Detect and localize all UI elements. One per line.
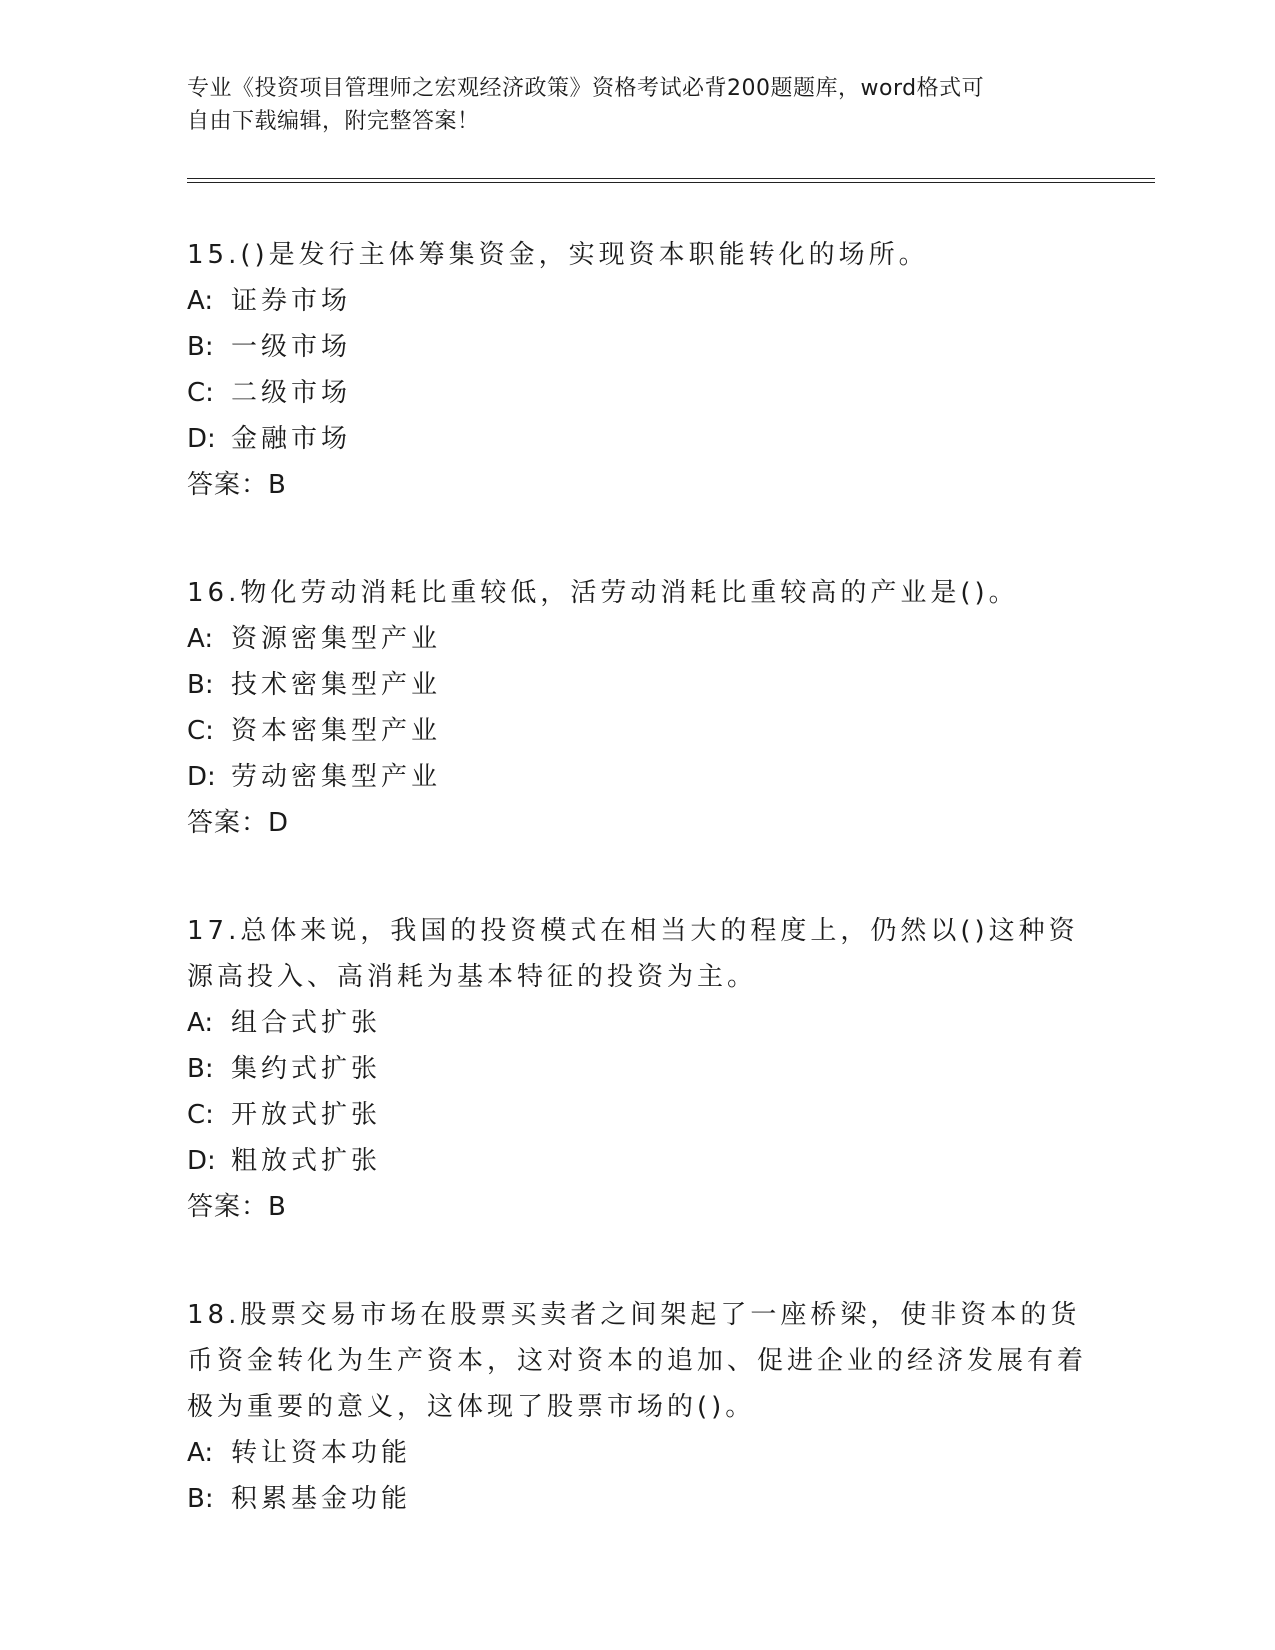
option-c xyxy=(187,370,1087,416)
option-a xyxy=(187,1430,1087,1476)
option-text: 开放式扩张 xyxy=(231,1100,382,1130)
option-letter: A: xyxy=(187,1008,214,1038)
option-letter: C: xyxy=(187,1100,214,1130)
option-a xyxy=(187,616,1087,662)
option-letter: B: xyxy=(187,332,214,362)
header-line-2: 自由下载编辑，附完整答案！ xyxy=(187,109,480,134)
option-text: 转让资本功能 xyxy=(231,1438,412,1468)
question-16 xyxy=(187,570,1087,846)
option-text: 资源密集型产业 xyxy=(231,624,442,654)
header-line-1: 专业《投资项目管理师之宏观经济政策》资格考试必背200题题库，word格式可 xyxy=(187,76,985,101)
question-list xyxy=(187,232,1087,1584)
option-b xyxy=(187,1046,1087,1092)
answer-line: 答案：D xyxy=(187,808,290,838)
option-letter: A: xyxy=(187,286,214,316)
header-divider xyxy=(187,178,1155,183)
question-15 xyxy=(187,232,1087,508)
option-d xyxy=(187,416,1087,462)
option-d xyxy=(187,1138,1087,1184)
option-c xyxy=(187,1092,1087,1138)
question-18 xyxy=(187,1292,1087,1522)
option-text: 劳动密集型产业 xyxy=(231,762,442,792)
option-a xyxy=(187,1000,1087,1046)
document-header xyxy=(187,72,1067,138)
option-c xyxy=(187,708,1087,754)
option-a xyxy=(187,278,1087,324)
option-letter: B: xyxy=(187,670,214,700)
option-letter: A: xyxy=(187,624,214,654)
option-text: 证券市场 xyxy=(231,286,352,316)
option-text: 二级市场 xyxy=(231,378,352,408)
option-b xyxy=(187,662,1087,708)
option-text: 粗放式扩张 xyxy=(231,1146,382,1176)
option-letter: B: xyxy=(187,1484,214,1514)
option-letter: D: xyxy=(187,1146,216,1176)
option-letter: D: xyxy=(187,424,216,454)
question-stem: 17.总体来说，我国的投资模式在相当大的程度上，仍然以()这种资源高投入、高消耗为基本特征的投资为主。 xyxy=(187,916,1079,992)
answer-line: 答案：B xyxy=(187,1192,287,1222)
option-letter: A: xyxy=(187,1438,214,1468)
option-text: 技术密集型产业 xyxy=(231,670,442,700)
option-b xyxy=(187,1476,1087,1522)
option-b xyxy=(187,324,1087,370)
option-text: 一级市场 xyxy=(231,332,352,362)
answer-line: 答案：B xyxy=(187,470,287,500)
question-stem: 16.物化劳动消耗比重较低，活劳动消耗比重较高的产业是()。 xyxy=(187,578,1019,608)
option-text: 组合式扩张 xyxy=(231,1008,382,1038)
option-letter: D: xyxy=(187,762,216,792)
option-d xyxy=(187,754,1087,800)
option-letter: C: xyxy=(187,716,214,746)
option-text: 资本密集型产业 xyxy=(231,716,442,746)
option-text: 积累基金功能 xyxy=(231,1484,412,1514)
question-stem: 15.()是发行主体筹集资金，实现资本职能转化的场所。 xyxy=(187,240,929,270)
question-17 xyxy=(187,908,1087,1230)
option-text: 金融市场 xyxy=(231,424,352,454)
option-letter: C: xyxy=(187,378,214,408)
option-letter: B: xyxy=(187,1054,214,1084)
question-stem: 18.股票交易市场在股票买卖者之间架起了一座桥梁，使非资本的货币资金转化为生产资本，这对资本的追加、促进企业的经济发展有着极为重要的意义，这体现了股票市场的()。 xyxy=(187,1300,1088,1422)
option-text: 集约式扩张 xyxy=(231,1054,382,1084)
